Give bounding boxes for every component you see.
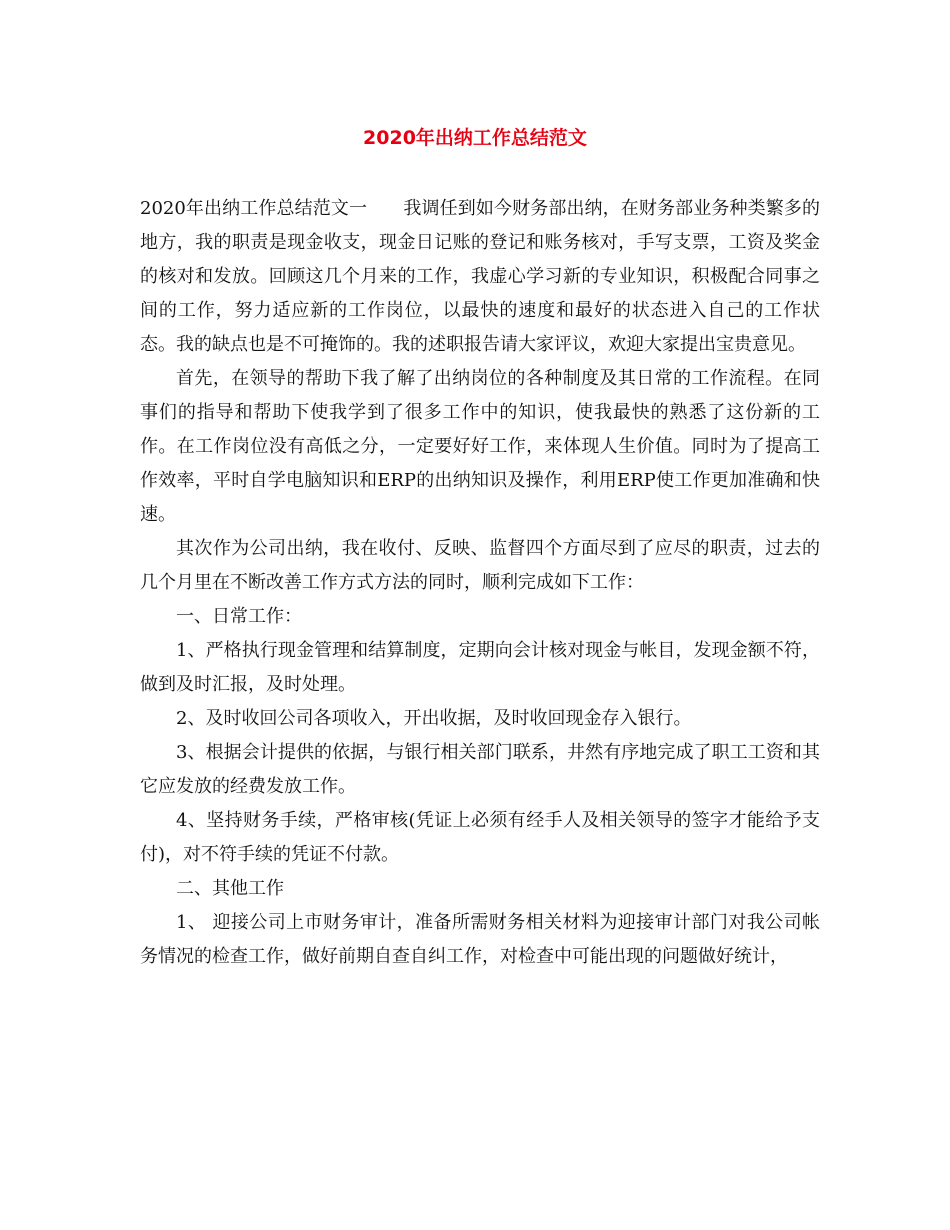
list-item-2: 2、及时收回公司各项收入，开出收据，及时收回现金存入银行。 — [176, 708, 692, 729]
document-title: 2020年出纳工作总结范文 — [363, 127, 587, 149]
paragraph-first: 首先，在领导的帮助下我了解了出纳岗位的各种制度及其日常的工作流程。在同事们的指导和帮助下使我学到了很多工作中的知识，使我最快的熟悉了这份新的工作。在工作岗位没有高低之分，一定要好好工作，来体现人生价值。同时为了提高工作效率，平时自学电脑知识和ERP的出纳知识及操作，利用ERP使工作更加准确和快速。 — [140, 368, 820, 525]
list-item-4: 4、坚持财务手续，严格审核(凭证上必须有经手人及相关领导的签字才能给予支付)，对不符手续的凭证不付款。 — [140, 810, 820, 865]
paragraph-second: 其次作为公司出纳，我在收付、反映、监督四个方面尽到了应尽的职责，过去的几个月里在不断改善工作方式方法的同时，顺利完成如下工作： — [140, 538, 820, 593]
list-item-1: 1、严格执行现金管理和结算制度，定期向会计核对现金与帐目，发现金额不符，做到及时汇报，及时处理。 — [140, 640, 820, 695]
document-body — [140, 192, 820, 974]
list-item-3: 3、根据会计提供的依据，与银行相关部门联系，井然有序地完成了职工工资和其它应发放的经费发放工作。 — [140, 742, 820, 797]
list-item-other-1: 1、 迎接公司上市财务审计，准备所需财务相关材料为迎接审计部门对我公司帐务情况的检查工作，做好前期自查自纠工作，对检查中可能出现的问题做好统计， — [140, 912, 820, 967]
section-heading-daily-work: 一、日常工作： — [176, 606, 302, 627]
paragraph-intro: 2020年出纳工作总结范文一 我调任到如今财务部出纳，在财务部业务种类繁多的地方，我的职责是现金收支，现金日记账的登记和账务核对，手写支票，工资及奖金的核对和发放。回顾这几个月来的工作，我虚心学习新的专业知识，积极配合同事之间的工作，努力适应新的工作岗位，以最快的速度和最好的状态进入自己的工作状态。我的缺点也是不可掩饰的。我的述职报告请大家评议，欢迎大家提出宝贵意见。 — [140, 198, 820, 355]
section-heading-other-work: 二、其他工作 — [176, 878, 284, 899]
